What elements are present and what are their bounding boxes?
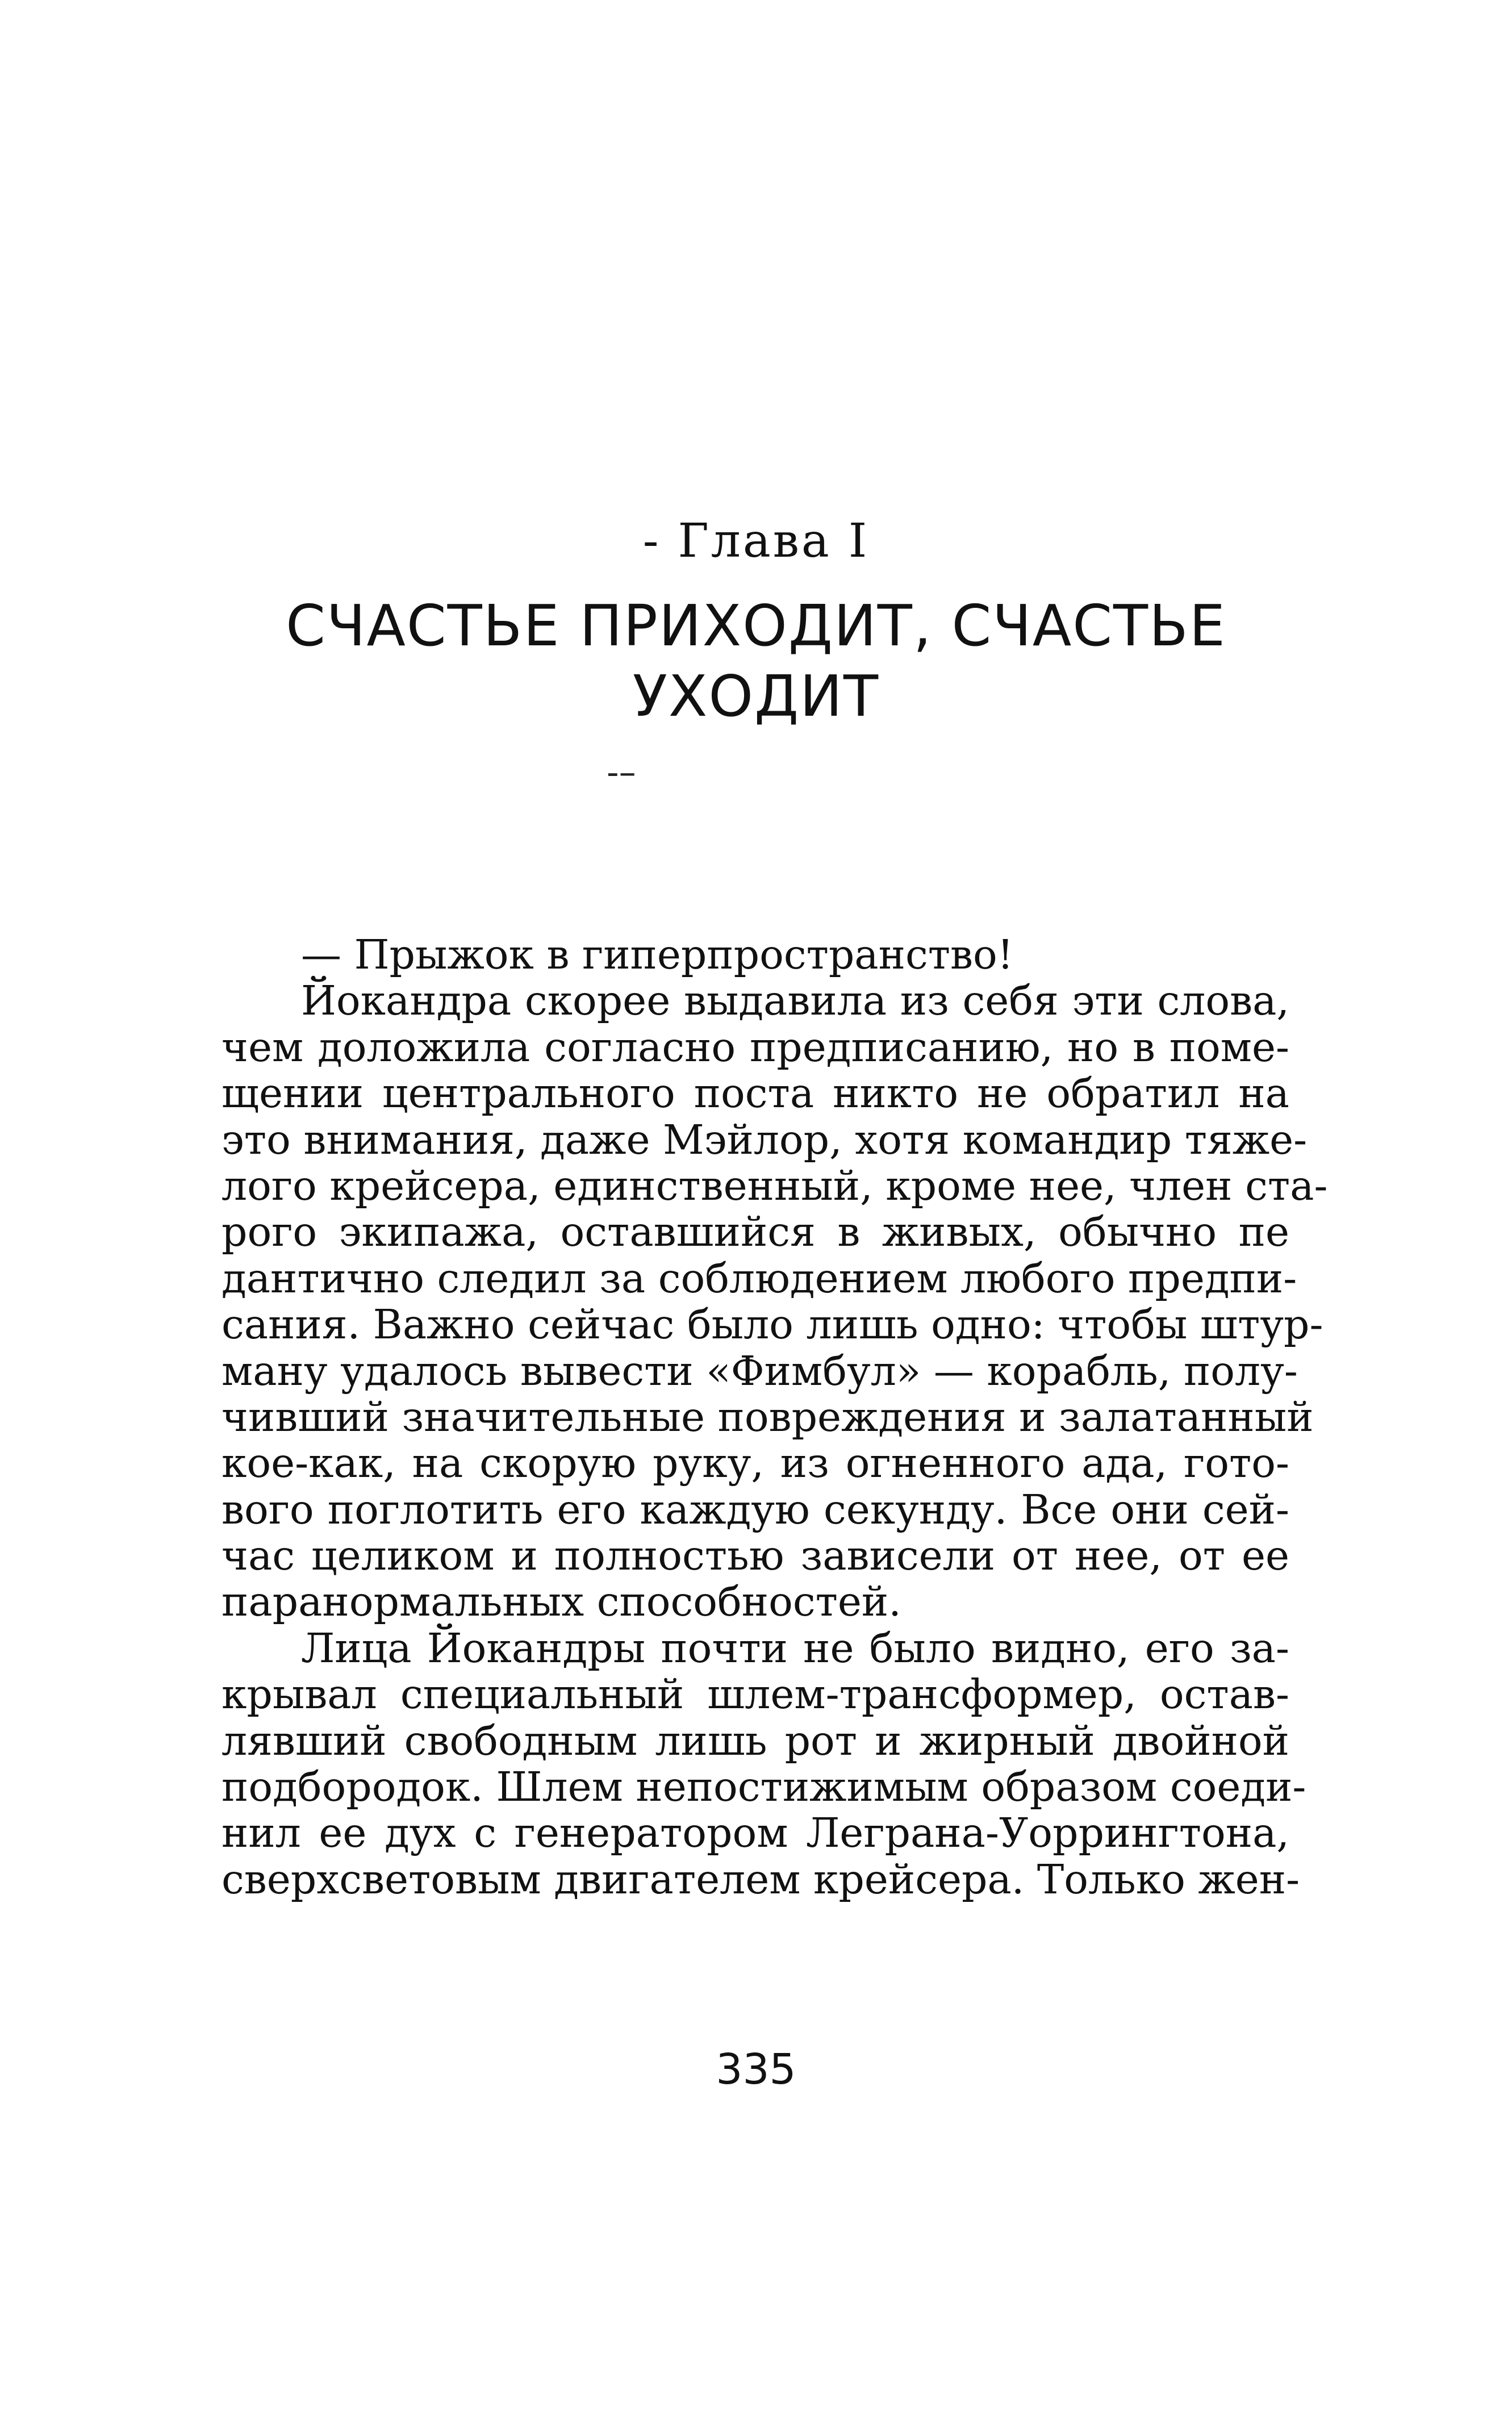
text-line: лявший свободным лишь рот и жирный двойной [222,1717,1289,1764]
text-line: Йокандра скорее выдавила из себя эти слова, [301,977,1289,1025]
text-line: кое-как, на скорую руку, из огненного ада, гото- [222,1439,1289,1487]
text-line: сверхсветовым двигателем крейсера. Только жен- [222,1855,1300,1903]
page-number: 335 [716,2045,796,2094]
ornament-dash: -– [607,753,636,792]
body-text [222,931,1328,1903]
text-line: паранормальных способностей. [222,1578,901,1626]
chapter-title [0,591,1512,732]
text-line: подбородок. Шлем непостижимым образом соеди- [222,1763,1306,1811]
text-line: чивший значительные повреждения и залатанный [222,1393,1314,1441]
text-line: лого крейсера, единственный, кроме нее, член ста- [222,1162,1328,1209]
text-line: сания. Важно сейчас было лишь одно: чтобы штур- [222,1301,1323,1349]
text-line: вого поглотить его каждую секунду. Все они сей- [222,1485,1289,1533]
chapter-title-line-1: СЧАСТЬЕ ПРИХОДИТ, СЧАСТЬЕ [286,592,1226,659]
text-line: ману удалось вывести «Фимбул» — корабль, полу- [222,1347,1298,1395]
text-line: это внимания, даже Мэйлор, хотя командир тяже- [222,1116,1308,1163]
text-line: — Прыжок в гиперпространство! [301,931,1014,978]
text-line: щении центрального поста никто не обратил на [222,1070,1289,1117]
text-line: Лица Йокандры почти не было видно, его за- [301,1624,1289,1672]
text-line: рого экипажа, оставшийся в живых, обычно пе [222,1208,1289,1256]
text-line: нил ее дух с генератором Леграна-Уоррингтона, [222,1809,1289,1857]
text-line: час целиком и полностью зависели от нее, от ее [222,1532,1289,1580]
text-line: чем доложила согласно предписанию, но в поме- [222,1023,1289,1071]
text-line: дантично следил за соблюдением любого предпи- [222,1254,1297,1302]
text-line: крывал специальный шлем-трансформер, остав- [222,1671,1289,1718]
chapter-label: - Глава I [642,514,870,568]
chapter-title-line-2: УХОДИТ [632,663,880,729]
